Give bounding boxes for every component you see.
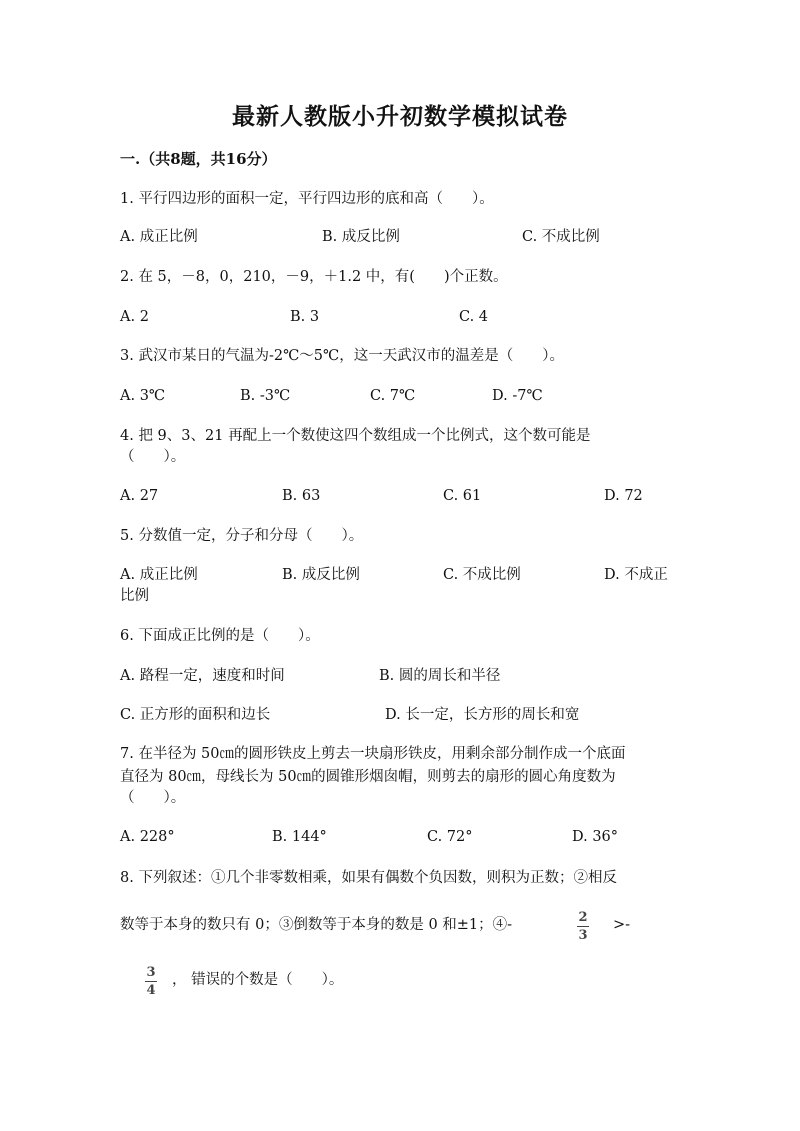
q3-option-b: B. -3℃ xyxy=(240,388,291,404)
q2-option-b: B. 3 xyxy=(290,309,320,325)
fraction-bar xyxy=(145,981,157,982)
q4-option-b: B. 63 xyxy=(282,488,321,504)
q5-option-c: C. 不成比例 xyxy=(443,567,521,583)
q1-option-c: C. 不成比例 xyxy=(522,229,600,245)
fraction-two-thirds xyxy=(575,910,591,943)
question-8-text-gt: >- xyxy=(613,917,631,933)
q5-option-d: D. 不成正 xyxy=(604,567,668,583)
question-2-text: 2. 在 5，－8，0，210，－9，＋1.2 中，有( )个正数。 xyxy=(120,269,508,285)
q5-option-b: B. 成反比例 xyxy=(282,567,360,583)
page-title: 最新人教版小升初数学模拟试卷 xyxy=(232,103,568,130)
question-5-text: 5. 分数值一定，分子和分母（ ）。 xyxy=(120,528,364,544)
section-heading: 一.（共8题，共16分） xyxy=(120,150,277,168)
question-6-text: 6. 下面成正比例的是（ ）。 xyxy=(120,628,320,644)
q5-option-a: A. 成正比例 xyxy=(120,567,198,583)
fraction-numerator: 2 xyxy=(578,910,588,925)
q1-option-b: B. 成反比例 xyxy=(322,229,400,245)
fraction-numerator: 3 xyxy=(146,965,156,980)
question-8-text-end: ， 错误的个数是（ ）。 xyxy=(172,972,344,988)
question-7-text-cont: 直径为 80㎝，母线长为 50㎝的圆锥形烟囱帽，则剪去的扇形的圆心角度数为 xyxy=(120,769,616,785)
q6-option-d: D. 长一定，长方形的周长和宽 xyxy=(385,707,580,723)
question-3-text: 3. 武汉市某日的气温为-2℃～5℃，这一天武汉市的温差是（ ）。 xyxy=(120,348,564,364)
fraction-three-quarters xyxy=(143,965,159,998)
question-8-text-cont: 数等于本身的数只有 0；③倒数等于本身的数是 0 和±1；④- xyxy=(120,917,513,933)
q3-option-a: A. 3℃ xyxy=(120,388,166,404)
q5-option-d-cont: 比例 xyxy=(120,588,149,604)
q6-option-c: C. 正方形的面积和边长 xyxy=(120,707,271,723)
q2-option-c: C. 4 xyxy=(459,309,489,325)
q7-option-d: D. 36° xyxy=(572,829,619,845)
q7-option-a: A. 228° xyxy=(120,829,175,845)
q4-option-a: A. 27 xyxy=(120,488,159,504)
fraction-denominator: 3 xyxy=(578,928,588,943)
q7-option-c: C. 72° xyxy=(427,829,473,845)
question-4-text: 4. 把 9、3、21 再配上一个数使这四个数组成一个比例式，这个数可能是 xyxy=(120,428,591,444)
q4-option-c: C. 61 xyxy=(443,488,482,504)
question-4-text-cont: （ ）。 xyxy=(120,449,186,465)
fraction-bar xyxy=(577,926,589,927)
fraction-denominator: 4 xyxy=(146,983,156,998)
q3-option-d: D. -7℃ xyxy=(492,388,543,404)
question-8-text: 8. 下列叙述：①几个非零数相乘，如果有偶数个负因数，则积为正数；②相反 xyxy=(120,870,617,886)
q3-option-c: C. 7℃ xyxy=(370,388,416,404)
q2-option-a: A. 2 xyxy=(120,309,149,325)
q6-option-b: B. 圆的周长和半径 xyxy=(379,668,501,684)
question-1-text: 1. 平行四边形的面积一定，平行四边形的底和高（ ）。 xyxy=(120,191,494,207)
question-7-text: 7. 在半径为 50㎝的圆形铁皮上剪去一块扇形铁皮，用剩余部分制作成一个底面 xyxy=(120,746,626,762)
q7-option-b: B. 144° xyxy=(272,829,327,845)
q4-option-d: D. 72 xyxy=(604,488,643,504)
q6-option-a: A. 路程一定，速度和时间 xyxy=(120,668,285,684)
question-7-text-cont2: （ ）。 xyxy=(120,790,186,806)
q1-option-a: A. 成正比例 xyxy=(120,229,198,245)
